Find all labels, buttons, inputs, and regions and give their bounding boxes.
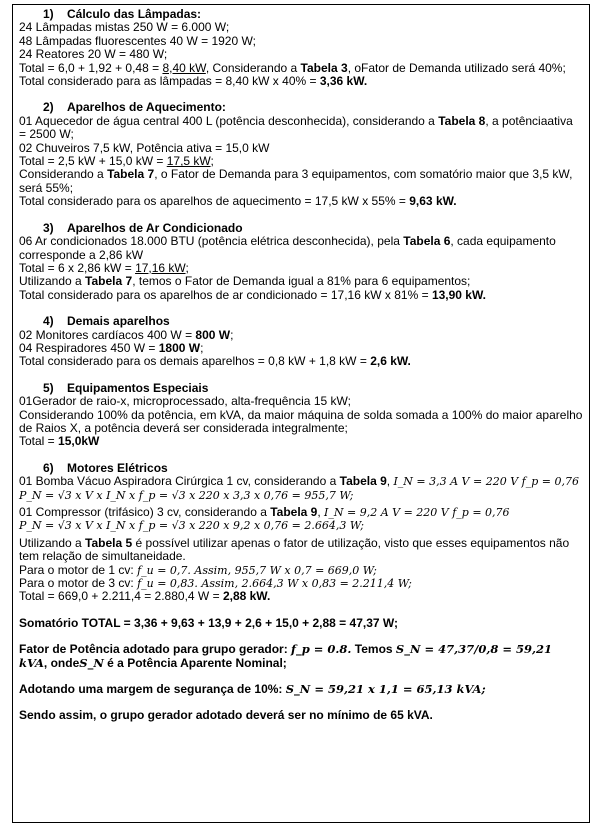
text-line: 01 Bomba Vácuo Aspiradora Cirúrgica 1 cv, considerando a Tabela 9, I_N = 3,3 A V = 220 V f_p = 0,76 <box>19 474 579 489</box>
text-line: Considerando 100% da potência, em kVA, da maior máquina de solda somada a 100% do maior aparelho de Raios X, a potência deverá ser considerada integralmente; <box>19 407 583 435</box>
formula-line: P_N = √3 x V x I_N x f_p = √3 x 220 x 3,3 x 0,76 = 955,7 W; <box>19 488 354 502</box>
text-line: 24 Reatores 20 W = 480 W; <box>19 47 168 62</box>
section-heading: 1) Cálculo das Lâmpadas: <box>43 7 202 21</box>
section-other-devices <box>19 315 583 369</box>
text-line: Total considerado para os aparelhos de ar condicionado = 17,16 kW x 81% = 13,90 kW. <box>19 287 486 302</box>
section-heading: 3) Aparelhos de Ar Condicionado <box>43 220 243 235</box>
text-line: 01 Compressor (trifásico) 3 cv, considerando a Tabela 9, I_N = 9,2 A V = 220 V f_p = 0,76 <box>19 505 510 519</box>
text-line: Total = 15,0kW <box>19 434 100 449</box>
text-line: 06 Ar condicionados 18.000 BTU (potência elétrica desconhecida), pela Tabela 6, cada equipamento corresponde a 2,86 kW <box>19 234 556 262</box>
formula-line: P_N = √3 x V x I_N x f_p = √3 x 220 x 9,2 x 0,76 = 2.664,3 W; <box>19 519 364 533</box>
section-heading: 4) Demais aparelhos <box>43 314 170 329</box>
text-line: 01Gerador de raio-x, microprocessado, alta-frequência 15 kW; <box>19 394 351 409</box>
section-heading: 5) Equipamentos Especiais <box>43 380 209 395</box>
section-lamps <box>19 8 583 88</box>
text-line: Total = 6 x 2,86 kW = 17,16 kW; <box>19 260 189 275</box>
text-line: 04 Respiradores 450 W = 1800 W; <box>19 340 204 355</box>
section-air-conditioning <box>19 222 583 302</box>
text-line: Total = 2,5 kW + 15,0 kW = 17,5 kW; <box>19 154 214 169</box>
text-line: Total considerado para as lâmpadas = 8,40 kW x 40% = 3,36 kW. <box>19 74 368 89</box>
text-line: 02 Monitores cardíacos 400 W = 800 W; <box>19 327 234 342</box>
summary-safety-margin: Adotando uma margem de segurança de 10%: S_N = 59,21 x 1,1 = 65,13 kVA; <box>19 682 486 697</box>
summary-total: Somatório TOTAL = 3,36 + 9,63 + 13,9 + 2,6 + 15,0 + 2,88 = 47,37 W; <box>19 615 398 630</box>
text-line: Para o motor de 3 cv: f_u = 0,83. Assim, 2.664,3 W x 0,83 = 2.211,4 W; <box>19 576 412 591</box>
text-line: 02 Chuveiros 7,5 kW, Potência ativa = 15,0 kW <box>19 140 270 155</box>
text-line: Para o motor de 1 cv: f_u = 0,7. Assim, 955,7 W x 0,7 = 669,0 W; <box>19 562 377 577</box>
text-line: Total considerado para os aparelhos de aquecimento = 17,5 kW x 55% = 9,63 kW. <box>19 194 457 209</box>
text-line: Considerando a Tabela 7, o Fator de Demanda para 3 equipamentos, com somatório maior que 3,5 kW, será 55%; <box>19 167 573 195</box>
section-motors <box>19 462 583 604</box>
text-line: Utilizando a Tabela 5 é possível utilizar apenas o fator de utilização, visto que esses equipamentos não tem relação de simultaneidade. <box>19 535 570 564</box>
text-line: Total considerado para os demais aparelhos = 0,8 kW + 1,8 kW = 2,6 kW. <box>19 354 411 369</box>
section-heading: 2) Aparelhos de Aquecimento: <box>43 100 226 115</box>
document-box <box>12 4 590 823</box>
text-line: 01 Aquecedor de água central 400 L (potência desconhecida), considerando a Tabela 8, a potênciaativa = 2500 W; <box>19 113 573 142</box>
summary-final: Sendo assim, o grupo gerador adotado deverá ser no mínimo de 65 kVA. <box>19 708 433 723</box>
section-special-equipment <box>19 382 583 449</box>
text-line: 48 Lâmpadas fluorescentes 40 W = 1920 W; <box>19 33 256 48</box>
text-line: Utilizando a Tabela 7, temos o Fator de Demanda igual a 81% para 6 equipamentos; <box>19 274 471 289</box>
section-heating <box>19 101 583 208</box>
text-line: 24 Lâmpadas mistas 250 W = 6.000 W; <box>19 20 230 35</box>
summary-power-factor: Fator de Potência adotado para grupo gerador: f_p = 0.8. Temos S_N = 47,37/0,8 = 59,21 kVA, ondeS_N é a Potência Aparente Nominal; <box>19 642 553 670</box>
text-line: Total = 669,0 + 2.211,4 = 2.880,4 W = 2,88 kW. <box>19 589 271 604</box>
text-line: Total = 6,0 + 1,92 + 0,48 = 8,40 kW, Considerando a Tabela 3, oFator de Demanda utilizado será 40%; <box>19 60 566 75</box>
section-heading: 6) Motores Elétricos <box>43 460 168 475</box>
